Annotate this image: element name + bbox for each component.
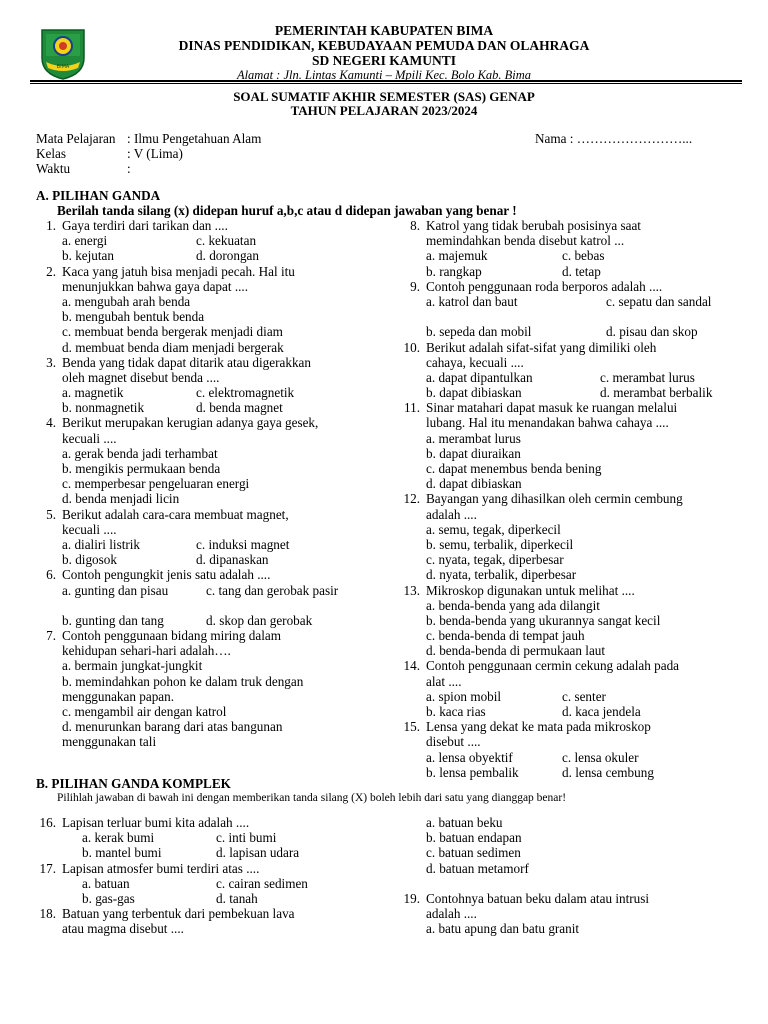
option-c: c. induksi magnet (196, 536, 290, 552)
question-text: adalah .... (426, 506, 477, 522)
left-column-b (34, 815, 404, 937)
option-b-continued: menggunakan papan. (62, 688, 175, 704)
question-text: Contoh penggunaan bidang miring dalam (62, 628, 282, 644)
question-text: Lapisan atmosfer bumi terdiri atas .... (62, 860, 260, 876)
option-c: c. batuan sedimen (426, 845, 521, 861)
question-text: Sinar matahari dapat masuk ke ruangan melalui (426, 400, 678, 416)
question-18 (34, 906, 404, 936)
question-text: Contoh penggunaan cermin cekung adalah pada (426, 658, 680, 674)
question-17 (34, 861, 404, 907)
question-number: 1. (46, 218, 56, 233)
question-text: alat .... (426, 673, 462, 689)
option-a: a. magnetik (62, 385, 124, 401)
question-text: Berikut adalah cara-cara membuat magnet, (62, 506, 289, 522)
subject-value: : Ilmu Pengetahuan Alam (127, 131, 262, 146)
option-d: d. dipanaskan (196, 552, 269, 568)
question-6 (34, 567, 404, 628)
question-12 (398, 491, 743, 582)
option-d: d. merambat berbalik (600, 385, 713, 401)
option-a: a. kerak bumi (82, 830, 155, 846)
name-label: Nama (535, 131, 567, 146)
question-number: 17. (39, 860, 56, 876)
question-text: cahaya, kecuali .... (426, 354, 524, 370)
option-c: c. tang dan gerobak pasir (206, 582, 339, 598)
question-number: 7. (46, 628, 56, 644)
section-b-title: B. PILIHAN GANDA KOMPLEK (36, 776, 231, 791)
question-number: 13. (403, 582, 420, 598)
option-d: d. lensa cembung (562, 764, 654, 780)
option-b: b. sepeda dan mobil (426, 324, 532, 340)
question-text: Gaya terdiri dari tarikan dan .... (62, 218, 228, 233)
option-d: d. tanah (216, 890, 258, 906)
option-a: a. dialiri listrik (62, 536, 141, 552)
question-number: 15. (403, 719, 420, 735)
question-15 (398, 719, 743, 780)
option-a: a. mengubah arah benda (62, 293, 191, 309)
question-text: menunjukkan bahwa gaya dapat .... (62, 278, 249, 294)
subject-label: Mata Pelajaran (36, 131, 116, 146)
option-d: d. kaca jendela (562, 704, 641, 720)
option-c: c. kekuatan (196, 233, 257, 249)
question-text: oleh magnet disebut benda .... (62, 369, 220, 385)
question-text: memindahkan benda disebut katrol ... (426, 233, 625, 249)
letterhead-department: DINAS PENDIDIKAN, KEBUDAYAAN PEMUDA DAN OLAHRAGA (178, 38, 590, 53)
option-d: d. dapat dibiaskan (426, 476, 522, 492)
option-b: b. semu, terbalik, diperkecil (426, 536, 574, 552)
option-d: d. menurunkan barang dari atas bangunan (62, 719, 283, 735)
option-b: b. lensa pembalik (426, 764, 519, 780)
option-b: b. mengikis permukaan benda (62, 461, 221, 477)
option-a: a. energi (62, 233, 108, 249)
question-16 (34, 815, 404, 861)
question-number: 14. (403, 658, 420, 674)
letterhead-divider-thin (30, 83, 742, 84)
option-b: b. gunting dan tang (62, 612, 164, 628)
option-a: a. gerak benda jadi terhambat (62, 445, 218, 461)
option-b: b. benda-benda yang ukurannya sangat kecil (426, 612, 661, 628)
option-a: a. semu, tegak, diperkecil (426, 521, 561, 537)
question-number: 12. (403, 491, 420, 507)
option-b: b. gas-gas (82, 890, 135, 906)
question-text: adalah .... (426, 906, 477, 922)
option-c: c. dapat menembus benda bening (426, 461, 602, 477)
option-a: a. dapat dipantulkan (426, 369, 533, 385)
left-column-a (34, 218, 404, 750)
class-label: Kelas (36, 146, 67, 161)
option-c: c. inti bumi (216, 830, 277, 846)
letterhead-government: PEMERINTAH KABUPATEN BIMA (274, 23, 494, 38)
question-text: kehidupan sehari-hari adalah…. (62, 643, 231, 659)
question-number: 4. (46, 415, 56, 431)
question-8 (398, 218, 743, 279)
option-b: b. mantel bumi (82, 845, 162, 861)
option-b: b. kaca rias (426, 704, 486, 720)
option-d: d. batuan metamorf (426, 860, 529, 876)
letterhead-school: SD NEGERI KAMUNTI (311, 53, 457, 68)
option-d: d. dorongan (196, 248, 259, 264)
option-b: b. batuan endapan (426, 830, 522, 846)
question-text: Bayangan yang dihasilkan oleh cermin cembung (426, 491, 683, 507)
question-text: Contoh pengungkit jenis satu adalah .... (62, 567, 271, 583)
question-text: Kaca yang jatuh bisa menjadi pecah. Hal itu (62, 263, 295, 279)
right-column-a (398, 218, 743, 780)
question-14 (398, 658, 743, 719)
name-value: : ……………………... (569, 131, 693, 146)
option-c: c. membuat benda bergerak menjadi diam (62, 324, 283, 340)
question-text: Lensa yang dekat ke mata pada mikroskop (426, 719, 651, 735)
option-b: b. nonmagnetik (62, 400, 145, 416)
section-a-title: A. PILIHAN GANDA (36, 188, 161, 203)
question-text: atau magma disebut .... (62, 921, 184, 937)
option-b: b. digosok (62, 552, 117, 568)
option-c: c. senter (562, 688, 606, 704)
exam-title-line2: TAHUN PELAJARAN 2023/2024 (290, 103, 478, 118)
option-b: b. dapat dibiaskan (426, 385, 522, 401)
question-18-options (398, 815, 743, 876)
option-a: a. batu apung dan batu granit (426, 921, 580, 937)
question-13 (398, 583, 743, 659)
option-b: b. kejutan (62, 248, 115, 264)
question-number: 19. (403, 890, 420, 906)
question-text: kecuali .... (62, 430, 117, 446)
option-a: a. merambat lurus (426, 430, 521, 446)
exam-meta (36, 131, 261, 176)
option-a: a. benda-benda yang ada dilangit (426, 597, 600, 613)
question-text: Berikut adalah sifat-sifat yang dimiliki oleh (426, 339, 657, 355)
option-d: d. pisau dan skop (606, 324, 698, 340)
option-a: a. lensa obyektif (426, 749, 513, 765)
question-number: 3. (46, 354, 56, 370)
name-field (535, 131, 692, 146)
right-column-b (398, 815, 743, 937)
option-c: c. memperbesar pengeluaran energi (62, 476, 250, 492)
question-text: Contoh penggunaan roda berporos adalah .... (426, 278, 663, 294)
svg-text:BIMA: BIMA (56, 64, 70, 70)
option-c: c. nyata, tegak, diperbesar (426, 552, 564, 568)
question-number: 8. (410, 218, 420, 233)
class-value: : V (Lima) (127, 146, 183, 161)
question-text: disebut .... (426, 734, 481, 750)
letterhead-address: Alamat : Jln. Lintas Kamunti – Mpili Kec. Bolo Kab. Bima (236, 68, 532, 82)
option-c: c. benda-benda di tempat jauh (426, 628, 585, 644)
option-d: d. skop dan gerobak (206, 612, 313, 628)
letterhead (0, 23, 768, 83)
question-text: Berikut merupakan kerugian adanya gaya gesek, (62, 415, 319, 431)
exam-title (0, 90, 768, 118)
question-3 (34, 355, 404, 416)
option-a: a. majemuk (426, 248, 488, 264)
option-d: d. benda-benda di permukaan laut (426, 643, 606, 659)
time-value: : (127, 161, 131, 176)
question-number: 16. (39, 815, 56, 830)
question-number: 10. (403, 339, 420, 355)
option-c: c. elektromagnetik (196, 385, 295, 401)
question-number: 9. (410, 278, 420, 294)
option-c: c. bebas (562, 248, 605, 264)
option-c: c. sepatu dan sandal (606, 293, 712, 309)
option-c: c. merambat lurus (600, 369, 695, 385)
option-d: d. benda menjadi licin (62, 491, 180, 507)
question-text: Katrol yang tidak berubah posisinya saat (426, 218, 641, 233)
option-d: d. tetap (562, 263, 601, 279)
question-4 (34, 415, 404, 506)
question-number: 2. (46, 263, 56, 279)
option-a: a. batuan beku (426, 815, 503, 830)
question-7 (34, 628, 404, 750)
option-a: a. katrol dan baut (426, 293, 518, 309)
question-19 (398, 891, 743, 937)
question-text: kecuali .... (62, 521, 117, 537)
option-a: a. gunting dan pisau (62, 582, 169, 598)
option-a: a. batuan (82, 875, 130, 891)
option-d: d. membuat benda diam menjadi bergerak (62, 339, 284, 355)
option-b: b. dapat diuraikan (426, 445, 521, 461)
option-b: b. memindahkan pohon ke dalam truk dengan (62, 673, 304, 689)
option-c: c. cairan sedimen (216, 875, 308, 891)
question-9 (398, 279, 743, 340)
option-a: a. bermain jungkat-jungkit (62, 658, 203, 674)
question-text: Mikroskop digunakan untuk melihat .... (426, 582, 635, 598)
option-b: b. mengubah bentuk benda (62, 309, 205, 325)
question-5 (34, 507, 404, 568)
option-d-continued: menggunakan tali (62, 734, 157, 750)
question-number: 6. (46, 567, 56, 583)
time-label: Waktu (36, 161, 71, 176)
question-number: 5. (46, 506, 56, 522)
option-a: a. spion mobil (426, 688, 502, 704)
option-b: b. rangkap (426, 263, 482, 279)
question-number: 18. (39, 906, 56, 922)
question-1 (34, 218, 404, 264)
letterhead-divider-thick (30, 80, 742, 82)
option-d: d. nyata, terbalik, diperbesar (426, 567, 577, 583)
option-d: d. benda magnet (196, 400, 283, 416)
option-d: d. lapisan udara (216, 845, 300, 861)
question-text: lubang. Hal itu menandakan bahwa cahaya .... (426, 415, 669, 431)
option-c: c. lensa okuler (562, 749, 639, 765)
question-text: Batuan yang terbentuk dari pembekuan lava (62, 906, 295, 922)
question-11 (398, 400, 743, 491)
option-c: c. mengambil air dengan katrol (62, 704, 227, 720)
question-2 (34, 264, 404, 355)
question-text: Benda yang tidak dapat ditarik atau digerakkan (62, 354, 312, 370)
section-b-instruction: Pilihlah jawaban di bawah ini dengan memberikan tanda silang (X) boleh lebih dari satu yang dianggap benar! (57, 792, 567, 804)
question-number: 11. (404, 400, 420, 416)
section-a-instruction: Berilah tanda silang (x) didepan huruf a,b,c atau d didepan jawaban yang benar ! (57, 203, 517, 218)
question-text: Contohnya batuan beku dalam atau intrusi (426, 890, 650, 906)
question-text: Lapisan terluar bumi kita adalah .... (62, 815, 250, 830)
exam-title-line1: SOAL SUMATIF AKHIR SEMESTER (SAS) GENAP (233, 89, 535, 104)
question-10 (398, 340, 743, 401)
